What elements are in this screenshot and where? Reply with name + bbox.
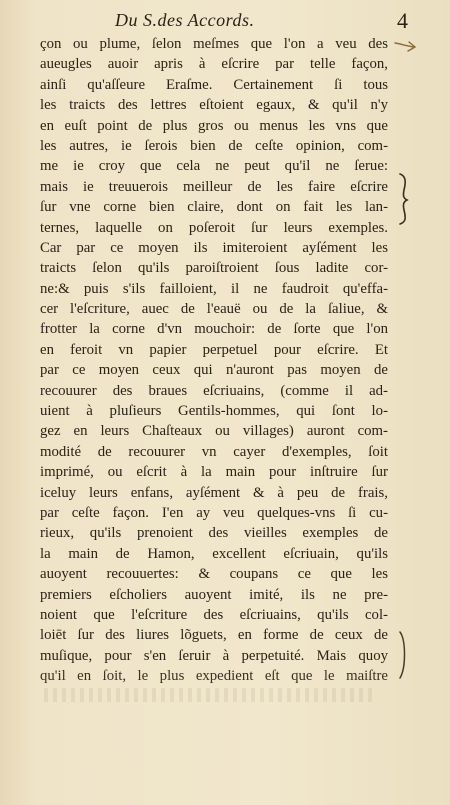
text-line: iceluy leurs enfans, ayſément & à peu de frais, [40, 484, 388, 501]
show-through-text [44, 688, 374, 702]
text-line: frotter la corne d'vn mouchoir: de ſorte que l'on [40, 321, 388, 338]
text-line: çon ou plume, ſelon meſmes que l'on a veu des [40, 36, 388, 52]
text-line: les autres, ie ſerois bien de ceſte opinion, com- [40, 137, 388, 154]
text-line: gez en leurs Chaſteaux ou villages) auront com- [40, 423, 388, 440]
text-line: aueugles auoir apris à eſcrire par telle façon, [40, 56, 388, 73]
text-line: modité de recouurer vn cayer d'exemples, ſoit [40, 443, 388, 460]
text-line: premiers eſcholiers auoyent imité, ils ne pre- [40, 586, 388, 603]
margin-arrow-mark [393, 34, 423, 58]
text-line: les traicts des lettres eſtoient egaux, & qu'il n'y [40, 97, 388, 114]
text-line: par ce moyen ceux qui n'auront pas moyen de [40, 362, 388, 379]
text-line: imprimé, ou eſcrit à la main pour inſtruire ſur [40, 464, 388, 481]
text-line: Car par ce moyen ils imiteroient ayſément les [40, 239, 388, 256]
text-line: qu'il en ſoit, le plus expedient eſt que le maiſtre [40, 668, 388, 685]
text-line: ainſi qu'aſſeure Eraſme. Certainement ſi tous [40, 76, 388, 93]
text-line: recouurer des braues eſcriuains, (comme il ad- [40, 382, 388, 399]
text-line: ne:& puis s'ils failloient, il ne faudroit qu'effa- [40, 280, 388, 297]
text-line: traicts ſelon qu'ils paroiſtroient ſous ladite cor- [40, 260, 388, 277]
text-line: rieux, qu'ils prenoient des vieilles exemples de [40, 525, 388, 542]
text-line: noient que l'eſcriture des eſcriuains, qu'ils col- [40, 606, 388, 623]
text-line: me ie croy que cela ne peut qu'il ne ſerue: [40, 158, 388, 175]
page-header [0, 8, 450, 34]
body-text [40, 34, 388, 687]
text-line: cer l'eſcriture, auec de l'eauë ou de la ſaliue, & [40, 301, 388, 318]
text-line: loiēt ſur des liures lõguets, en forme de ceux de [40, 627, 388, 644]
margin-paren-mark [396, 628, 410, 682]
text-line: ſur vne corne bien claire, dont on fait les lan- [40, 199, 388, 216]
text-line: ternes, laquelle on poſeroit ſur leurs exemples. [40, 219, 388, 236]
running-head: Du S.des Accords. [115, 10, 255, 30]
text-line: auoyent recouuertes: & coupans ce que les [40, 566, 388, 583]
text-line: en euſt point de plus gros ou menus les vns que [40, 117, 388, 134]
margin-brace-mark [397, 172, 411, 226]
text-line: mais ie treuuerois meilleur de les faire eſcrire [40, 178, 388, 195]
text-line: la main de Hamon, excellent eſcriuain, qu'ils [40, 545, 388, 562]
text-line: uient à pluſieurs Gentils-hommes, qui ſont lo- [40, 403, 388, 420]
page-number: 4 [397, 8, 408, 33]
text-line: muſique, pour s'en ſeruir à perpetuité. Mais quoy [40, 647, 388, 664]
text-line: par ceſte façon. I'en ay veu quelques-vns ſi cu- [40, 504, 388, 521]
text-line: en feroit vn papier perpetuel pour eſcrire. Et [40, 341, 388, 358]
